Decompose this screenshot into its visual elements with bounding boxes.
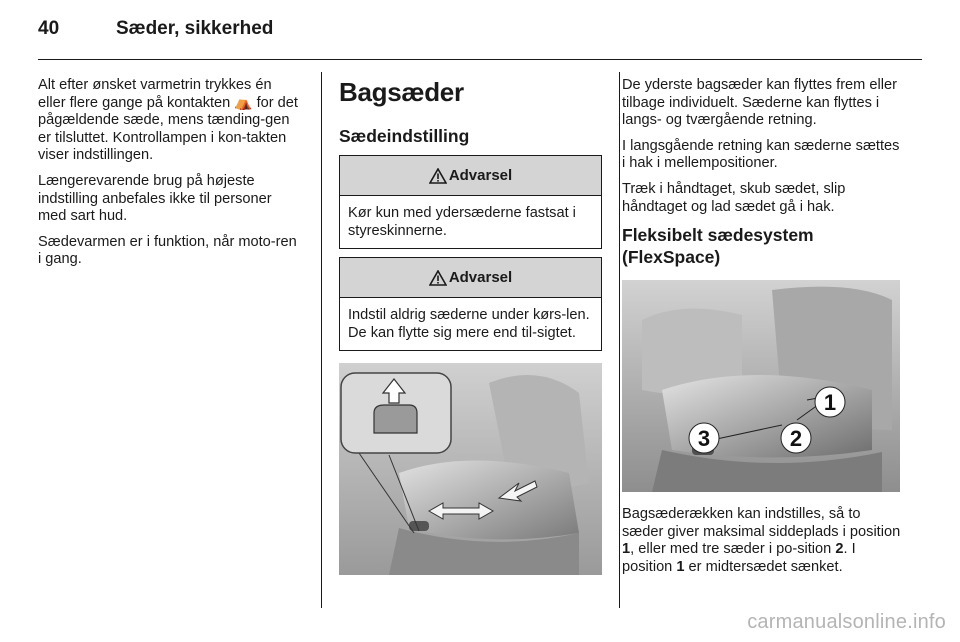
- flexspace-photo: [622, 280, 900, 492]
- column-divider-2: [619, 72, 620, 608]
- text-run: er midtersædet sænket.: [684, 558, 843, 575]
- subsection-heading: Sædeindstilling: [339, 126, 470, 146]
- position-number: 2: [835, 541, 844, 558]
- page-header: [38, 18, 273, 48]
- section-heading: Bagsæder: [339, 77, 464, 107]
- column-2: [339, 77, 602, 575]
- flexspace-illustration: [622, 280, 900, 492]
- paragraph: I langsgående retning kan sæderne sættes i hak i mellempositioner.: [622, 137, 900, 172]
- seat-adjustment-photo: [339, 363, 602, 575]
- warning-triangle-icon: [429, 168, 447, 184]
- paragraph: Træk i håndtaget, skub sædet, slip håndtaget og lad sædet gå i hak.: [622, 180, 846, 215]
- warning-title: Advarsel: [448, 166, 513, 184]
- text-run: , eller med tre sæder i po-sition: [630, 541, 836, 558]
- warning-triangle-icon: [429, 270, 447, 286]
- warning-text: Kør kun med ydersæderne fastsat i styreskinnerne.: [348, 205, 576, 239]
- seat-illustration: [339, 363, 602, 575]
- warning-title: Advarsel: [448, 268, 513, 286]
- position-label: 3: [697, 426, 711, 452]
- warning-header: [340, 156, 601, 196]
- warning-text: Indstil aldrig sæderne under kørs-len. De kan flytte sig mere end til-sigtet.: [348, 307, 590, 341]
- paragraph: [622, 506, 903, 576]
- subsection-heading: Fleksibelt sædesystem (FlexSpace): [622, 225, 814, 268]
- warning-box: [339, 155, 602, 249]
- paragraph: Længerevarende brug på højeste indstilling anbefales ikke til personer med sart hud.: [38, 172, 272, 225]
- warning-header: [340, 258, 601, 298]
- paragraph: Sædevarmen er i funktion, når moto-ren i gang.: [38, 233, 297, 268]
- position-number: 1: [676, 558, 685, 575]
- position-label: 1: [823, 390, 837, 416]
- paragraph: Alt efter ønsket varmetrin trykkes én eller flere gange på kontakten ⛺ for det pågældende sæde, mens tænding-gen er tilsluttet. Kontrollampen i kon-takten viser indstillingen.: [38, 77, 298, 164]
- header-divider: [38, 59, 922, 60]
- paragraph: De yderste bagsæder kan flyttes frem eller tilbage individuelt. Sæderne kan flyttes i langs- og tværgående retning.: [622, 77, 897, 129]
- page-number: 40: [38, 18, 60, 39]
- watermark: carmanualsonline.info: [747, 611, 946, 633]
- warning-box: [339, 257, 602, 351]
- chapter-title: Sæder, sikkerhed: [116, 18, 274, 39]
- text-run: . I position: [622, 541, 856, 575]
- column-1: [38, 77, 302, 277]
- position-label: 2: [789, 426, 803, 452]
- position-number: 1: [622, 541, 631, 558]
- text-run: Bagsæderækken kan indstilles, så to sæder giver maksimal siddeplads i position: [622, 506, 901, 540]
- column-divider-1: [321, 72, 322, 608]
- column-3: [622, 77, 903, 585]
